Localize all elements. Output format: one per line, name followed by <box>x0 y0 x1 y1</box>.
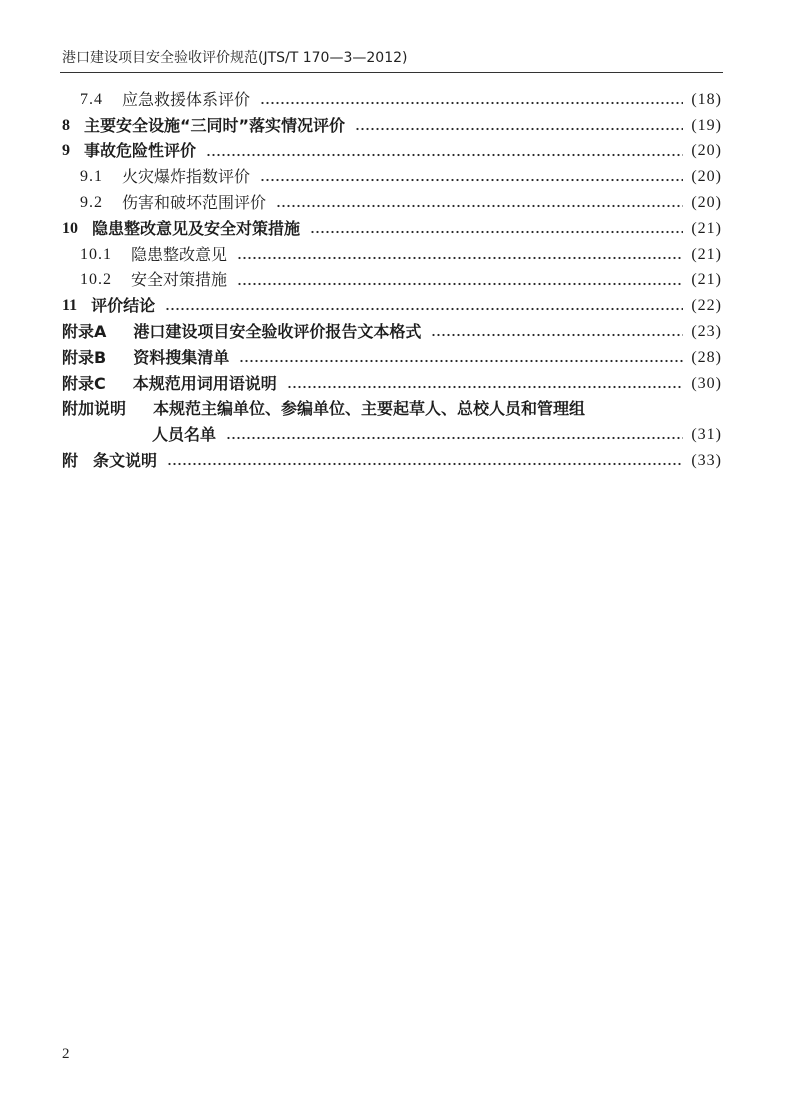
toc-entry-label: 8 <box>62 116 70 134</box>
toc-entry-11 <box>62 293 722 319</box>
toc-entry-page: (21) <box>691 271 722 289</box>
toc-entry-label: 10.2 <box>80 271 112 289</box>
toc-dot-leader <box>276 190 683 216</box>
toc-entry-7-4 <box>62 87 722 113</box>
toc-dot-leader <box>310 216 683 242</box>
toc-entry-additional-notes <box>62 397 722 423</box>
toc-entry-appendix-c <box>62 371 722 397</box>
toc-dot-leader <box>165 293 683 319</box>
toc-entry-page: (28) <box>691 348 722 366</box>
page-number: 2 <box>62 1046 70 1062</box>
toc-entry-page: (31) <box>691 426 722 444</box>
toc-entry-9 <box>62 139 722 165</box>
toc-entry-page: (22) <box>691 297 722 315</box>
toc-entry-title: 本规范用词用语说明 <box>132 373 277 393</box>
toc-entry-label: 附录B <box>62 347 107 367</box>
toc-entry-appendix-a <box>62 319 722 345</box>
toc-entry-title: 安全对策措施 <box>131 270 228 290</box>
toc-dot-leader <box>226 422 683 448</box>
toc-entry-label: 附录C <box>62 373 106 393</box>
toc-entry-title: 火灾爆炸指数评价 <box>122 167 251 187</box>
toc-entry-title: 伤害和破坏范围评价 <box>122 193 267 213</box>
toc-entry-title: 评价结论 <box>91 296 156 316</box>
toc-entry-page: (19) <box>691 116 722 134</box>
toc-entry-label: 10.1 <box>80 245 112 263</box>
toc-entry-label: 附加说明 <box>62 399 127 419</box>
toc-entry-clause-explanation <box>62 448 722 474</box>
toc-entry-title: 港口建设项目安全验收评价报告文本格式 <box>133 322 422 342</box>
table-of-contents <box>62 87 722 474</box>
toc-dot-leader <box>260 164 683 190</box>
toc-entry-label: 11 <box>62 297 78 315</box>
toc-dot-leader <box>239 345 683 371</box>
toc-entry-title: 人员名单 <box>152 425 217 445</box>
toc-entry-label: 附 <box>62 451 79 471</box>
toc-entry-label: 附录A <box>62 322 107 342</box>
running-header <box>62 49 407 67</box>
toc-entry-label: 7.4 <box>80 90 103 108</box>
toc-dot-leader <box>287 371 684 397</box>
toc-dot-leader <box>237 242 683 268</box>
toc-entry-label: 9.2 <box>80 194 103 212</box>
toc-entry-label: 9.1 <box>80 168 103 186</box>
toc-entry-10-1 <box>62 242 722 268</box>
toc-entry-page: (21) <box>691 245 722 263</box>
toc-dot-leader <box>206 139 683 165</box>
header-rule <box>60 72 723 73</box>
toc-entry-10 <box>62 216 722 242</box>
toc-entry-title: 隐患整改意见 <box>131 244 228 264</box>
toc-entry-label: 9 <box>62 142 70 160</box>
toc-entry-8 <box>62 113 722 139</box>
toc-entry-page: (20) <box>691 194 722 212</box>
toc-entry-page: (20) <box>691 168 722 186</box>
toc-dot-leader <box>355 113 683 139</box>
toc-entry-title: 本规范主编单位、参编单位、主要起草人、总校人员和管理组 <box>153 399 586 419</box>
toc-entry-appendix-b <box>62 345 722 371</box>
toc-entry-title: 资料搜集清单 <box>133 347 230 367</box>
toc-entry-page: (23) <box>691 323 722 341</box>
toc-entry-title: 主要安全设施“三同时”落实情况评价 <box>84 115 346 135</box>
toc-entry-page: (18) <box>691 90 722 108</box>
toc-entry-9-1 <box>62 164 722 190</box>
toc-entry-page: (20) <box>691 142 722 160</box>
toc-dot-leader <box>260 87 683 113</box>
toc-entry-additional-notes-continued <box>62 422 722 448</box>
running-header-title: 港口建设项目安全验收评价规范(JTS/T 170—3—2012) <box>62 50 408 66</box>
toc-dot-leader <box>237 268 683 294</box>
toc-entry-title: 事故危险性评价 <box>84 141 197 161</box>
toc-dot-leader <box>167 448 683 474</box>
toc-entry-label: 10 <box>62 219 78 237</box>
toc-entry-10-2 <box>62 268 722 294</box>
toc-entry-9-2 <box>62 190 722 216</box>
toc-entry-page: (33) <box>691 452 722 470</box>
toc-entry-title: 隐患整改意见及安全对策措施 <box>92 218 301 238</box>
toc-dot-leader <box>431 319 683 345</box>
toc-entry-title: 应急救援体系评价 <box>122 89 251 109</box>
toc-entry-page: (21) <box>691 219 722 237</box>
toc-entry-page: (30) <box>691 374 722 392</box>
toc-entry-title: 条文说明 <box>93 451 158 471</box>
